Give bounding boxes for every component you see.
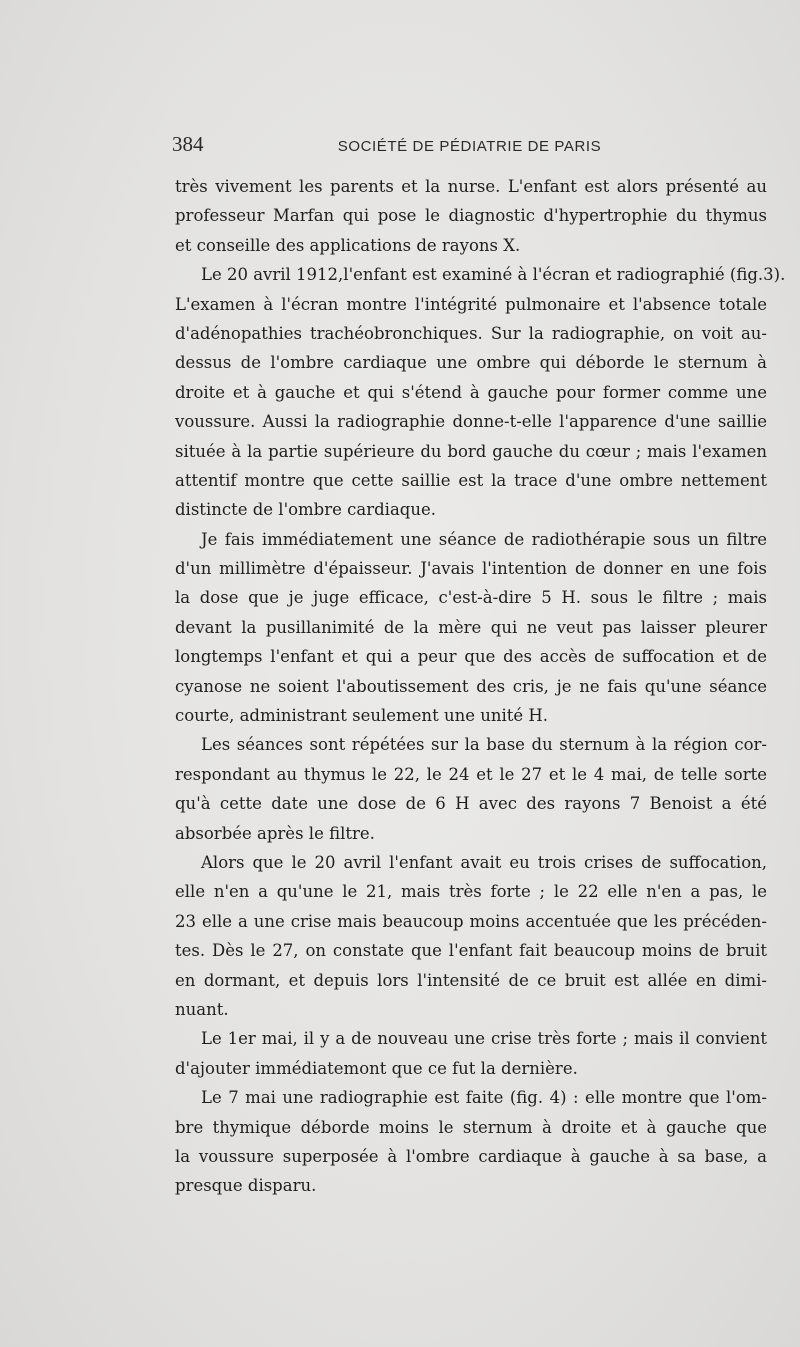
text-line: devant la pusillanimité de la mère qui ne veut pas laisser pleurer: [175, 617, 767, 637]
text-line: d'adénopathies trachéobronchiques. Sur la radiographie, on voit au-: [175, 323, 767, 343]
text-line: distincte de l'ombre cardiaque.: [175, 500, 436, 520]
text-line: respondant au thymus le 22, le 24 et le 27 et le 4 mai, de telle sorte: [175, 764, 767, 784]
text-line: Le 20 avril 1912,l'enfant est examiné à l'écran et radiographié (fig.3).: [201, 265, 786, 285]
text-line: courte, administrant seulement une unité H.: [175, 706, 549, 726]
text-line: cyanose ne soient l'aboutissement des cris, je ne fais qu'une séance: [175, 676, 767, 696]
text-line: très vivement les parents et la nurse. L'enfant est alors présenté au: [175, 177, 767, 196]
body-text: [175, 172, 786, 1201]
text-line: elle n'en a qu'une le 21, mais très forte ; le 22 elle n'en a pas, le: [175, 882, 767, 902]
text-line: la dose que je juge efficace, c'est-à-dire 5 H. sous le filtre ; mais: [175, 588, 767, 608]
text-line: en dormant, et depuis lors l'intensité de ce bruit est allée en dimi-: [175, 970, 767, 990]
text-line: tes. Dès le 27, on constate que l'enfant fait beaucoup moins de bruit: [175, 941, 767, 961]
text-line: 23 elle a une crise mais beaucoup moins accentuée que les précéden-: [175, 911, 767, 931]
text-line: longtemps l'enfant et qui a peur que des accès de suffocation et de: [175, 647, 767, 667]
text-line: Les séances sont répétées sur la base du sternum à la région cor-: [201, 735, 767, 755]
text-line: bre thymique déborde moins le sternum à droite et à gauche que: [175, 1117, 767, 1137]
text-line: d'ajouter immédiatemont que ce fut la dernière.: [175, 1058, 578, 1078]
text-line: située à la partie supérieure du bord gauche du cœur ; mais l'examen: [175, 441, 767, 461]
text-line: nuant.: [175, 999, 229, 1019]
text-line: L'examen à l'écran montre l'intégrité pulmonaire et l'absence totale: [175, 294, 767, 314]
text-line: Le 1er mai, il y a de nouveau une crise très forte ; mais il convient: [201, 1029, 767, 1049]
page-header: [172, 132, 767, 162]
text-line: dessus de l'ombre cardiaque une ombre qui déborde le sternum à: [175, 353, 767, 373]
text-line: attentif montre que cette saillie est la trace d'une ombre nettement: [175, 470, 767, 490]
text-line: absorbée après le filtre.: [175, 823, 375, 843]
page-number: 384: [172, 132, 204, 156]
text-line: Le 7 mai une radiographie est faite (fig. 4) : elle montre que l'om-: [201, 1088, 767, 1108]
text-line: Alors que le 20 avril l'enfant avait eu trois crises de suffocation,: [201, 852, 767, 872]
text-line: et conseille des applications de rayons X.: [175, 235, 521, 255]
text-line: droite et à gauche et qui s'étend à gauche pour former comme une: [175, 382, 767, 402]
text-line: Je fais immédiatement une séance de radiothérapie sous un filtre: [201, 529, 767, 549]
running-title: SOCIÉTÉ DE PÉDIATRIE DE PARIS: [337, 138, 602, 155]
text-line: d'un millimètre d'épaisseur. J'avais l'intention de donner en une fois: [175, 559, 767, 579]
text-line: presque disparu.: [175, 1176, 317, 1196]
text-line: professeur Marfan qui pose le diagnostic d'hypertrophie du thymus: [175, 206, 767, 226]
text-line: la voussure superposée à l'ombre cardiaque à gauche à sa base, a: [175, 1146, 767, 1166]
text-line: qu'à cette date une dose de 6 H avec des rayons 7 Benoist a été: [175, 794, 767, 814]
text-line: voussure. Aussi la radiographie donne-t-elle l'apparence d'une saillie: [175, 412, 767, 432]
